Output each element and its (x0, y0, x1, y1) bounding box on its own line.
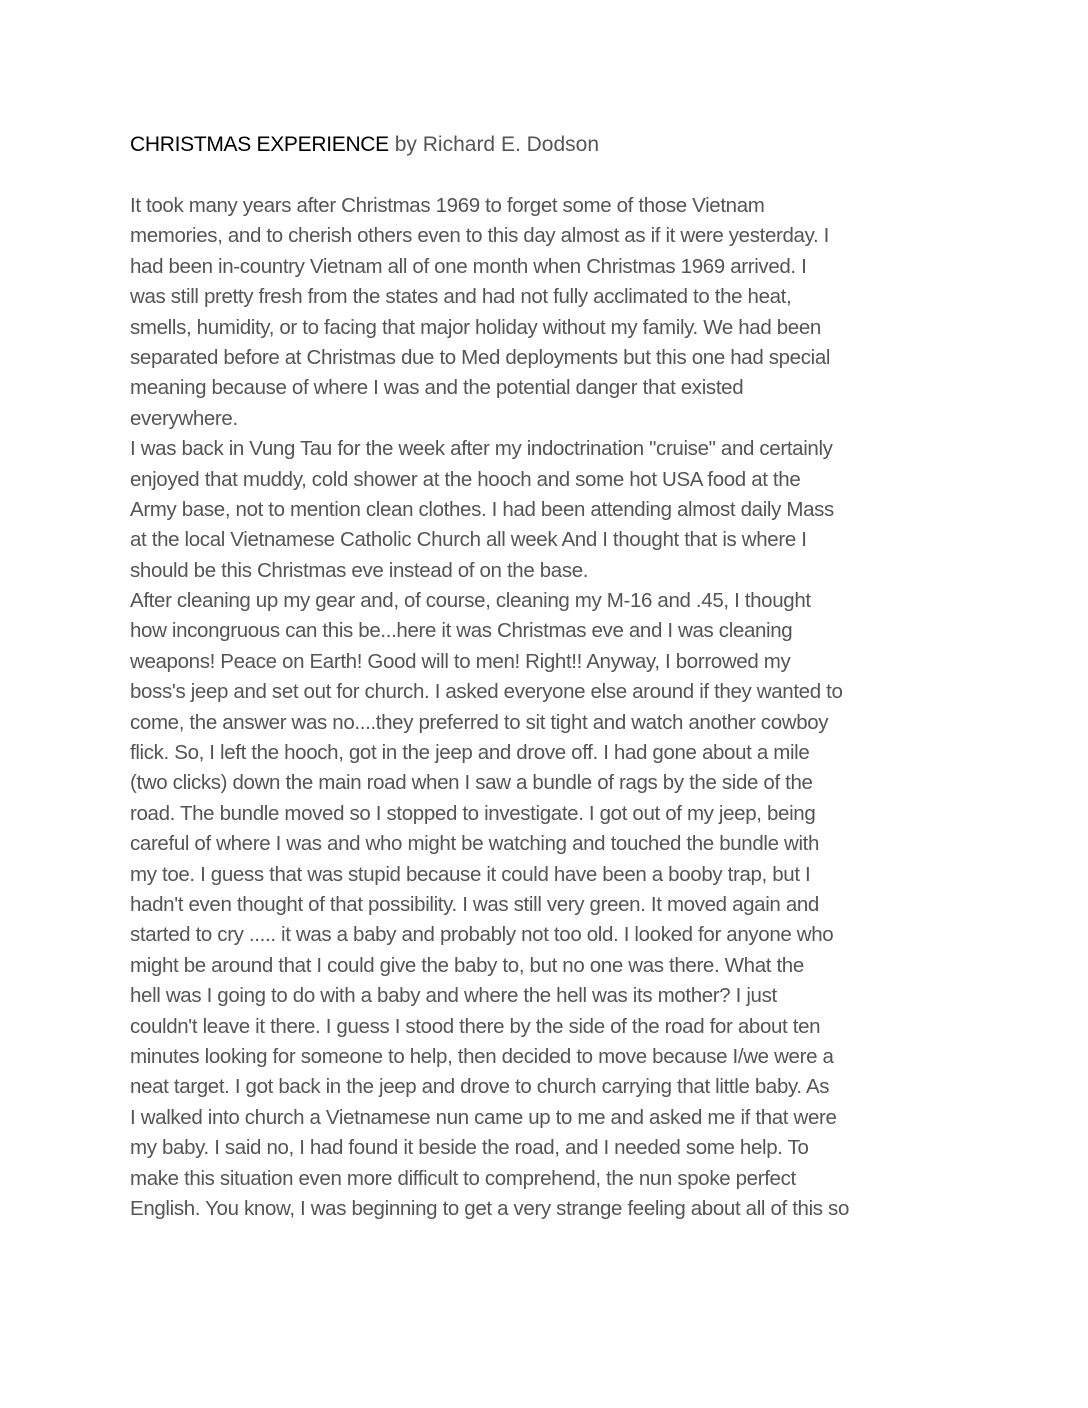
body-line: Army base, not to mention clean clothes. I had been attending almost daily Mass (130, 497, 834, 521)
body-line: was still pretty fresh from the states and had not fully acclimated to the heat, (130, 285, 792, 309)
body-line: hadn't even thought of that possibility. I was still very green. It moved again and (130, 892, 819, 916)
document-title: CHRISTMAS EXPERIENCE (130, 133, 389, 156)
body-line: careful of where I was and who might be watching and touched the bundle with (130, 832, 820, 856)
body-line: my baby. I said no, I had found it beside the road, and I needed some help. To (130, 1136, 809, 1160)
body-line: enjoyed that muddy, cold shower at the hooch and some hot USA food at the (130, 467, 801, 491)
body-line: memories, and to cherish others even to this day almost as if it were yesterday. I (130, 224, 829, 248)
body-line: road. The bundle moved so I stopped to investigate. I got out of my jeep, being (130, 801, 816, 825)
title-line (130, 130, 599, 160)
body-line: make this situation even more difficult to comprehend, the nun spoke perfect (130, 1166, 796, 1190)
body-line: weapons! Peace on Earth! Good will to men! Right!! Anyway, I borrowed my (130, 649, 791, 673)
body-line: at the local Vietnamese Catholic Church all week And I thought that is where I (130, 528, 807, 552)
body-line: my toe. I guess that was stupid because it could have been a booby trap, but I (130, 862, 811, 886)
body-line: I was back in Vung Tau for the week after my indoctrination "cruise" and certainly (130, 437, 833, 461)
body-line: had been in-country Vietnam all of one month when Christmas 1969 arrived. I (130, 254, 807, 278)
body-line: started to cry ..... it was a baby and probably not too old. I looked for anyone who (130, 923, 834, 947)
body-line: how incongruous can this be...here it was Christmas eve and I was cleaning (130, 619, 793, 643)
body-line: flick. So, I left the hooch, got in the jeep and drove off. I had gone about a mile (130, 741, 810, 765)
body-line: should be this Christmas eve instead of on the base. (130, 558, 589, 582)
body-line: English. You know, I was beginning to get a very strange feeling about all of this so (130, 1196, 849, 1220)
body-line: might be around that I could give the baby to, but no one was there. What the (130, 953, 804, 977)
body-line: meaning because of where I was and the potential danger that existed (130, 376, 744, 400)
document-body (130, 191, 970, 1224)
body-line: boss's jeep and set out for church. I asked everyone else around if they wanted to (130, 680, 843, 704)
body-line: separated before at Christmas due to Med deployments but this one had special (130, 345, 831, 369)
body-line: neat target. I got back in the jeep and drove to church carrying that little baby. As (130, 1075, 830, 1099)
body-line: smells, humidity, or to facing that major holiday without my family. We had been (130, 315, 821, 339)
body-line: (two clicks) down the main road when I saw a bundle of rags by the side of the (130, 771, 813, 795)
body-line: It took many years after Christmas 1969 to forget some of those Vietnam (130, 194, 765, 217)
body-line: minutes looking for someone to help, then decided to move because I/we were a (130, 1044, 834, 1068)
body-line: come, the answer was no....they preferred to sit tight and watch another cowboy (130, 710, 829, 734)
body-line: hell was I going to do with a baby and where the hell was its mother? I just (130, 984, 777, 1008)
document-byline: by Richard E. Dodson (394, 133, 600, 156)
body-line: everywhere. (130, 406, 238, 430)
body-line: After cleaning up my gear and, of course, cleaning my M-16 and .45, I thought (130, 589, 811, 613)
body-line: I walked into church a Vietnamese nun came up to me and asked me if that were (130, 1105, 837, 1129)
body-line: couldn't leave it there. I guess I stood there by the side of the road for about ten (130, 1014, 821, 1038)
